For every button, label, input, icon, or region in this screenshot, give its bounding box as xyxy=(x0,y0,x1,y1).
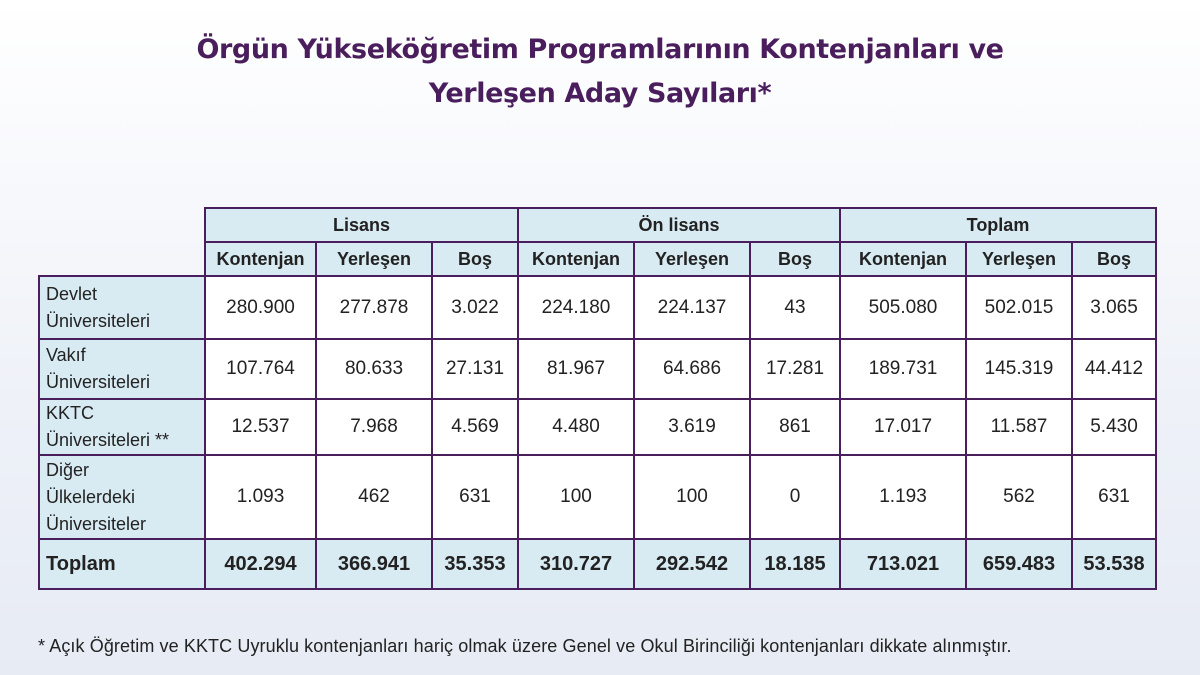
page-title xyxy=(0,28,1200,116)
total-cell: 18.185 xyxy=(750,539,840,589)
table-cell: 631 xyxy=(432,455,518,539)
subheader-cell: Boş xyxy=(432,242,518,276)
subheader-cell: Kontenjan xyxy=(205,242,316,276)
table-cell: 462 xyxy=(316,455,432,539)
quota-table xyxy=(38,207,1157,590)
table-cell: 107.764 xyxy=(205,339,316,399)
total-cell: 402.294 xyxy=(205,539,316,589)
table-cell: 4.569 xyxy=(432,399,518,455)
table-cell: 64.686 xyxy=(634,339,750,399)
table-cell: 4.480 xyxy=(518,399,634,455)
table-row xyxy=(39,276,1156,339)
table-cell: 502.015 xyxy=(966,276,1072,339)
total-cell: 35.353 xyxy=(432,539,518,589)
table-cell: 562 xyxy=(966,455,1072,539)
table-cell: 17.017 xyxy=(840,399,966,455)
group-header-onlisans: Ön lisans xyxy=(518,208,840,242)
row-label-line: Üniversiteler xyxy=(46,513,147,534)
group-header-lisans: Lisans xyxy=(205,208,518,242)
table-cell: 224.180 xyxy=(518,276,634,339)
corner-blank xyxy=(39,208,205,242)
row-label-line: Vakıf xyxy=(46,345,86,365)
row-label xyxy=(39,339,205,399)
table-cell: 1.093 xyxy=(205,455,316,539)
table-cell: 189.731 xyxy=(840,339,966,399)
table-cell: 11.587 xyxy=(966,399,1072,455)
total-cell: 366.941 xyxy=(316,539,432,589)
table-cell: 5.430 xyxy=(1072,399,1156,455)
table-cell: 0 xyxy=(750,455,840,539)
table-row xyxy=(39,455,1156,539)
table-cell: 861 xyxy=(750,399,840,455)
table-cell: 43 xyxy=(750,276,840,339)
row-label xyxy=(39,276,205,339)
group-header-toplam: Toplam xyxy=(840,208,1156,242)
row-label-line: Üniversiteleri xyxy=(46,310,151,331)
footnote: * Açık Öğretim ve KKTC Uyruklu kontenjanları hariç olmak üzere Genel ve Okul Birinciliği kontenjanları dikkate alınmıştır. xyxy=(38,636,1012,656)
subheader-cell: Yerleşen xyxy=(966,242,1072,276)
total-label: Toplam xyxy=(39,539,205,589)
subheader-cell: Boş xyxy=(1072,242,1156,276)
title-line-1: Örgün Yükseköğretim Programlarının Kontenjanları ve xyxy=(196,34,1004,65)
corner-blank xyxy=(39,242,205,276)
row-label-line: Ülkelerdeki xyxy=(46,486,136,507)
table-cell: 280.900 xyxy=(205,276,316,339)
title-line-2: Yerleşen Aday Sayıları* xyxy=(428,78,772,109)
row-label xyxy=(39,399,205,455)
table-cell: 17.281 xyxy=(750,339,840,399)
table-cell: 224.137 xyxy=(634,276,750,339)
table-row xyxy=(39,399,1156,455)
table-cell: 44.412 xyxy=(1072,339,1156,399)
table-cell: 3.065 xyxy=(1072,276,1156,339)
row-label-line: Diğer xyxy=(46,459,90,480)
total-row xyxy=(39,539,1156,589)
row-label-line: KKTC xyxy=(46,403,95,423)
total-cell: 713.021 xyxy=(840,539,966,589)
table-cell: 12.537 xyxy=(205,399,316,455)
table-cell: 81.967 xyxy=(518,339,634,399)
subheader-cell: Kontenjan xyxy=(518,242,634,276)
subheader-cell: Boş xyxy=(750,242,840,276)
table-cell: 27.131 xyxy=(432,339,518,399)
subheader-cell: Kontenjan xyxy=(840,242,966,276)
table-cell: 80.633 xyxy=(316,339,432,399)
table-cell: 277.878 xyxy=(316,276,432,339)
table-cell: 145.319 xyxy=(966,339,1072,399)
table-cell: 7.968 xyxy=(316,399,432,455)
total-cell: 310.727 xyxy=(518,539,634,589)
subheader-cell: Yerleşen xyxy=(316,242,432,276)
table-cell: 3.022 xyxy=(432,276,518,339)
row-label xyxy=(39,455,205,539)
total-cell: 53.538 xyxy=(1072,539,1156,589)
table-cell: 505.080 xyxy=(840,276,966,339)
subheader-cell: Yerleşen xyxy=(634,242,750,276)
table-row xyxy=(39,339,1156,399)
total-cell: 292.542 xyxy=(634,539,750,589)
table-cell: 100 xyxy=(634,455,750,539)
table-cell: 631 xyxy=(1072,455,1156,539)
row-label-line: Devlet xyxy=(46,283,98,304)
table-cell: 1.193 xyxy=(840,455,966,539)
table-cell: 100 xyxy=(518,455,634,539)
row-label-line: Üniversiteleri xyxy=(46,372,151,392)
table-cell: 3.619 xyxy=(634,399,750,455)
row-label-line: Üniversiteleri ** xyxy=(46,430,170,450)
total-cell: 659.483 xyxy=(966,539,1072,589)
